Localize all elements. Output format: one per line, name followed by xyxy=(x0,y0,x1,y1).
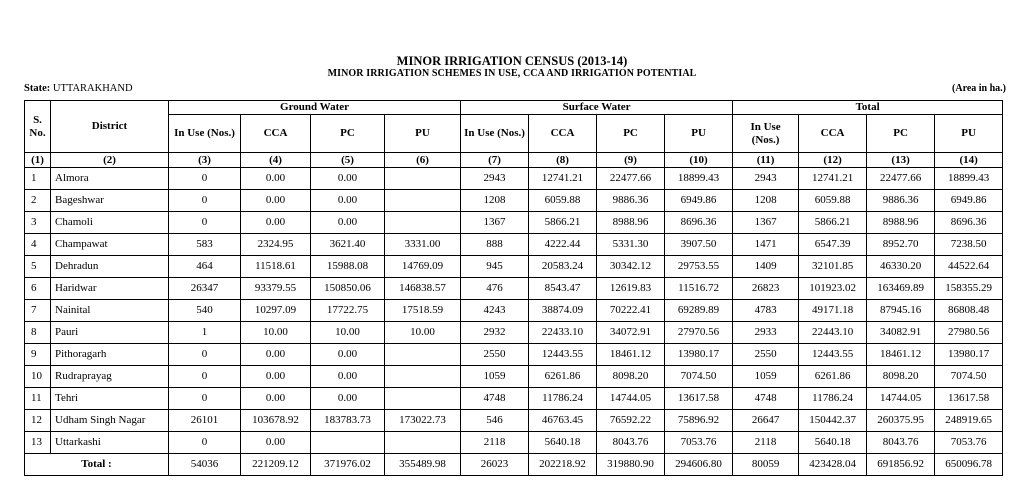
value-cell: 34072.91 xyxy=(597,322,665,344)
value-cell: 2943 xyxy=(461,168,529,190)
state-line xyxy=(24,83,133,94)
table-row xyxy=(25,190,1003,212)
state-label: State: xyxy=(24,83,51,94)
serial-number-cell: 10 xyxy=(25,366,51,388)
value-cell: 6949.86 xyxy=(935,190,1003,212)
value-cell: 1059 xyxy=(733,366,799,388)
column-number: (9) xyxy=(597,153,665,168)
value-cell: 6261.86 xyxy=(799,366,867,388)
value-cell: 0.00 xyxy=(241,344,311,366)
value-cell xyxy=(385,344,461,366)
value-cell: 5866.21 xyxy=(799,212,867,234)
value-cell: 158355.29 xyxy=(935,278,1003,300)
value-cell: 0 xyxy=(169,366,241,388)
value-cell: 2932 xyxy=(461,322,529,344)
table-row xyxy=(25,322,1003,344)
header-tot-cca: CCA xyxy=(799,115,867,153)
value-cell: 34082.91 xyxy=(867,322,935,344)
header-tot-pc: PC xyxy=(867,115,935,153)
value-cell: 10.00 xyxy=(311,322,385,344)
total-row xyxy=(25,454,1003,476)
value-cell xyxy=(385,366,461,388)
value-cell: 2933 xyxy=(733,322,799,344)
total-value-cell: 80059 xyxy=(733,454,799,476)
value-cell: 0.00 xyxy=(241,190,311,212)
column-number: (14) xyxy=(935,153,1003,168)
value-cell: 8543.47 xyxy=(529,278,597,300)
value-cell: 183783.73 xyxy=(311,410,385,432)
value-cell: 8988.96 xyxy=(867,212,935,234)
value-cell: 4748 xyxy=(733,388,799,410)
value-cell: 17518.59 xyxy=(385,300,461,322)
value-cell: 8098.20 xyxy=(867,366,935,388)
total-value-cell: 371976.02 xyxy=(311,454,385,476)
value-cell: 14744.05 xyxy=(597,388,665,410)
value-cell: 6059.88 xyxy=(529,190,597,212)
total-value-cell: 319880.90 xyxy=(597,454,665,476)
district-cell: Pithoragarh xyxy=(51,344,169,366)
page-title: MINOR IRRIGATION CENSUS (2013-14) xyxy=(396,54,628,68)
serial-number-cell: 8 xyxy=(25,322,51,344)
value-cell: 0.00 xyxy=(241,432,311,454)
value-cell: 583 xyxy=(169,234,241,256)
value-cell: 0.00 xyxy=(311,388,385,410)
header-gw-in-use: In Use (Nos.) xyxy=(169,115,241,153)
value-cell xyxy=(311,432,385,454)
value-cell: 103678.92 xyxy=(241,410,311,432)
value-cell: 30342.12 xyxy=(597,256,665,278)
value-cell: 0.00 xyxy=(241,388,311,410)
total-value-cell: 202218.92 xyxy=(529,454,597,476)
value-cell: 27980.56 xyxy=(935,322,1003,344)
value-cell: 0.00 xyxy=(311,344,385,366)
value-cell: 1409 xyxy=(733,256,799,278)
value-cell: 2324.95 xyxy=(241,234,311,256)
value-cell: 11516.72 xyxy=(665,278,733,300)
value-cell: 7053.76 xyxy=(935,432,1003,454)
value-cell: 22443.10 xyxy=(799,322,867,344)
value-cell: 15988.08 xyxy=(311,256,385,278)
value-cell: 0 xyxy=(169,168,241,190)
value-cell: 26647 xyxy=(733,410,799,432)
value-cell: 1208 xyxy=(733,190,799,212)
value-cell: 26347 xyxy=(169,278,241,300)
column-number: (11) xyxy=(733,153,799,168)
value-cell: 13617.58 xyxy=(665,388,733,410)
district-cell: Tehri xyxy=(51,388,169,410)
value-cell: 3331.00 xyxy=(385,234,461,256)
district-cell: Pauri xyxy=(51,322,169,344)
value-cell: 8696.36 xyxy=(665,212,733,234)
column-number: (3) xyxy=(169,153,241,168)
value-cell: 10.00 xyxy=(241,322,311,344)
value-cell: 2550 xyxy=(461,344,529,366)
table-row xyxy=(25,256,1003,278)
value-cell: 75896.92 xyxy=(665,410,733,432)
district-cell: Udham Singh Nagar xyxy=(51,410,169,432)
value-cell: 0.00 xyxy=(241,366,311,388)
value-cell: 7074.50 xyxy=(665,366,733,388)
value-cell: 44522.64 xyxy=(935,256,1003,278)
value-cell xyxy=(385,388,461,410)
value-cell: 0 xyxy=(169,344,241,366)
header-sw-in-use: In Use (Nos.) xyxy=(461,115,529,153)
value-cell: 260375.95 xyxy=(867,410,935,432)
serial-number-cell: 7 xyxy=(25,300,51,322)
value-cell: 5866.21 xyxy=(529,212,597,234)
header-gw-pu: PU xyxy=(385,115,461,153)
value-cell: 1059 xyxy=(461,366,529,388)
total-value-cell: 691856.92 xyxy=(867,454,935,476)
value-cell: 9886.36 xyxy=(597,190,665,212)
page-subtitle: MINOR IRRIGATION SCHEMES IN USE, CCA AND IRRIGATION POTENTIAL xyxy=(327,68,697,79)
header-ground-water: Ground Water xyxy=(169,101,461,115)
value-cell: 87945.16 xyxy=(867,300,935,322)
value-cell: 8098.20 xyxy=(597,366,665,388)
value-cell: 6059.88 xyxy=(799,190,867,212)
value-cell: 150442.37 xyxy=(799,410,867,432)
total-label: Total : xyxy=(25,454,169,476)
value-cell: 93379.55 xyxy=(241,278,311,300)
value-cell: 12741.21 xyxy=(529,168,597,190)
value-cell: 0.00 xyxy=(241,212,311,234)
state-value: UTTARAKHAND xyxy=(52,83,133,94)
table-row xyxy=(25,234,1003,256)
value-cell: 2118 xyxy=(461,432,529,454)
value-cell: 13980.17 xyxy=(665,344,733,366)
value-cell: 248919.65 xyxy=(935,410,1003,432)
value-cell: 2550 xyxy=(733,344,799,366)
value-cell: 14744.05 xyxy=(867,388,935,410)
serial-number-cell: 1 xyxy=(25,168,51,190)
value-cell: 546 xyxy=(461,410,529,432)
header-gw-pc: PC xyxy=(311,115,385,153)
value-cell: 69289.89 xyxy=(665,300,733,322)
value-cell: 13617.58 xyxy=(935,388,1003,410)
value-cell: 150850.06 xyxy=(311,278,385,300)
value-cell: 76592.22 xyxy=(597,410,665,432)
district-cell: Haridwar xyxy=(51,278,169,300)
value-cell: 146838.57 xyxy=(385,278,461,300)
serial-number-cell: 12 xyxy=(25,410,51,432)
value-cell: 10.00 xyxy=(385,322,461,344)
column-number: (7) xyxy=(461,153,529,168)
value-cell: 7053.76 xyxy=(665,432,733,454)
value-cell: 5331.30 xyxy=(597,234,665,256)
value-cell: 101923.02 xyxy=(799,278,867,300)
value-cell: 20583.24 xyxy=(529,256,597,278)
district-cell: Chamoli xyxy=(51,212,169,234)
value-cell: 6547.39 xyxy=(799,234,867,256)
column-number: (2) xyxy=(51,153,169,168)
value-cell: 8696.36 xyxy=(935,212,1003,234)
serial-number-cell: 11 xyxy=(25,388,51,410)
value-cell: 27970.56 xyxy=(665,322,733,344)
value-cell: 4783 xyxy=(733,300,799,322)
header-sno: S. No. xyxy=(25,101,51,153)
value-cell: 13980.17 xyxy=(935,344,1003,366)
total-value-cell: 294606.80 xyxy=(665,454,733,476)
value-cell: 7074.50 xyxy=(935,366,1003,388)
table-row xyxy=(25,388,1003,410)
total-value-cell: 423428.04 xyxy=(799,454,867,476)
total-value-cell: 221209.12 xyxy=(241,454,311,476)
value-cell: 4222.44 xyxy=(529,234,597,256)
value-cell: 8952.70 xyxy=(867,234,935,256)
value-cell: 0.00 xyxy=(241,168,311,190)
value-cell: 11518.61 xyxy=(241,256,311,278)
serial-number-cell: 6 xyxy=(25,278,51,300)
column-number: (5) xyxy=(311,153,385,168)
value-cell: 5640.18 xyxy=(529,432,597,454)
table-row xyxy=(25,432,1003,454)
value-cell: 46763.45 xyxy=(529,410,597,432)
total-value-cell: 26023 xyxy=(461,454,529,476)
irrigation-table xyxy=(24,100,1003,476)
value-cell: 18461.12 xyxy=(867,344,935,366)
table-row xyxy=(25,344,1003,366)
value-cell: 12741.21 xyxy=(799,168,867,190)
value-cell: 2118 xyxy=(733,432,799,454)
value-cell: 26101 xyxy=(169,410,241,432)
value-cell: 173022.73 xyxy=(385,410,461,432)
value-cell: 540 xyxy=(169,300,241,322)
column-number: (13) xyxy=(867,153,935,168)
value-cell: 0 xyxy=(169,432,241,454)
serial-number-cell: 5 xyxy=(25,256,51,278)
district-cell: Almora xyxy=(51,168,169,190)
value-cell: 9886.36 xyxy=(867,190,935,212)
value-cell: 3621.40 xyxy=(311,234,385,256)
serial-number-cell: 3 xyxy=(25,212,51,234)
value-cell: 38874.09 xyxy=(529,300,597,322)
value-cell: 70222.41 xyxy=(597,300,665,322)
value-cell: 26823 xyxy=(733,278,799,300)
value-cell: 4243 xyxy=(461,300,529,322)
value-cell: 1 xyxy=(169,322,241,344)
column-number: (8) xyxy=(529,153,597,168)
value-cell: 1367 xyxy=(461,212,529,234)
value-cell: 18461.12 xyxy=(597,344,665,366)
header-gw-cca: CCA xyxy=(241,115,311,153)
column-number: (10) xyxy=(665,153,733,168)
value-cell: 4748 xyxy=(461,388,529,410)
value-cell: 476 xyxy=(461,278,529,300)
value-cell: 14769.09 xyxy=(385,256,461,278)
value-cell: 12443.55 xyxy=(799,344,867,366)
serial-number-cell: 9 xyxy=(25,344,51,366)
value-cell: 46330.20 xyxy=(867,256,935,278)
value-cell: 0.00 xyxy=(311,190,385,212)
value-cell: 0.00 xyxy=(311,212,385,234)
value-cell: 32101.85 xyxy=(799,256,867,278)
value-cell xyxy=(385,190,461,212)
value-cell: 1208 xyxy=(461,190,529,212)
header-district: District xyxy=(51,101,169,153)
value-cell xyxy=(385,168,461,190)
district-cell: Dehradun xyxy=(51,256,169,278)
value-cell: 8988.96 xyxy=(597,212,665,234)
value-cell: 22477.66 xyxy=(597,168,665,190)
total-value-cell: 54036 xyxy=(169,454,241,476)
value-cell: 1471 xyxy=(733,234,799,256)
serial-number-cell: 4 xyxy=(25,234,51,256)
column-number-row xyxy=(25,153,1003,168)
serial-number-cell: 13 xyxy=(25,432,51,454)
value-cell: 12443.55 xyxy=(529,344,597,366)
value-cell: 18899.43 xyxy=(665,168,733,190)
value-cell: 8043.76 xyxy=(597,432,665,454)
area-unit-note: (Area in ha.) xyxy=(952,83,1006,94)
value-cell: 11786.24 xyxy=(799,388,867,410)
table-row xyxy=(25,212,1003,234)
column-number: (12) xyxy=(799,153,867,168)
district-cell: Bageshwar xyxy=(51,190,169,212)
value-cell: 0.00 xyxy=(311,168,385,190)
value-cell: 5640.18 xyxy=(799,432,867,454)
table-row xyxy=(25,278,1003,300)
value-cell: 86808.48 xyxy=(935,300,1003,322)
header-sw-pc: PC xyxy=(597,115,665,153)
value-cell: 3907.50 xyxy=(665,234,733,256)
value-cell: 7238.50 xyxy=(935,234,1003,256)
value-cell: 12619.83 xyxy=(597,278,665,300)
district-cell: Uttarkashi xyxy=(51,432,169,454)
column-number: (6) xyxy=(385,153,461,168)
column-number: (1) xyxy=(25,153,51,168)
header-sw-cca: CCA xyxy=(529,115,597,153)
value-cell: 49171.18 xyxy=(799,300,867,322)
district-cell: Nainital xyxy=(51,300,169,322)
value-cell: 22477.66 xyxy=(867,168,935,190)
value-cell xyxy=(385,432,461,454)
column-number: (4) xyxy=(241,153,311,168)
value-cell: 6949.86 xyxy=(665,190,733,212)
value-cell: 8043.76 xyxy=(867,432,935,454)
table-row xyxy=(25,300,1003,322)
value-cell: 945 xyxy=(461,256,529,278)
value-cell: 17722.75 xyxy=(311,300,385,322)
value-cell: 22433.10 xyxy=(529,322,597,344)
header-surface-water: Surface Water xyxy=(461,101,733,115)
value-cell: 2943 xyxy=(733,168,799,190)
value-cell: 888 xyxy=(461,234,529,256)
value-cell: 464 xyxy=(169,256,241,278)
value-cell: 0 xyxy=(169,190,241,212)
value-cell: 29753.55 xyxy=(665,256,733,278)
header-tot-in-use: In Use (Nos.) xyxy=(733,115,799,153)
value-cell: 6261.86 xyxy=(529,366,597,388)
table-row xyxy=(25,410,1003,432)
header-total: Total xyxy=(733,101,1003,115)
value-cell: 0 xyxy=(169,212,241,234)
value-cell xyxy=(385,212,461,234)
district-cell: Champawat xyxy=(51,234,169,256)
value-cell: 0.00 xyxy=(311,366,385,388)
value-cell: 10297.09 xyxy=(241,300,311,322)
value-cell: 163469.89 xyxy=(867,278,935,300)
table-row xyxy=(25,366,1003,388)
header-tot-pu: PU xyxy=(935,115,1003,153)
district-cell: Rudraprayag xyxy=(51,366,169,388)
value-cell: 0 xyxy=(169,388,241,410)
table-row xyxy=(25,168,1003,190)
header-sw-pu: PU xyxy=(665,115,733,153)
value-cell: 18899.43 xyxy=(935,168,1003,190)
serial-number-cell: 2 xyxy=(25,190,51,212)
value-cell: 1367 xyxy=(733,212,799,234)
total-value-cell: 650096.78 xyxy=(935,454,1003,476)
value-cell: 11786.24 xyxy=(529,388,597,410)
table-body xyxy=(25,168,1003,476)
total-value-cell: 355489.98 xyxy=(385,454,461,476)
